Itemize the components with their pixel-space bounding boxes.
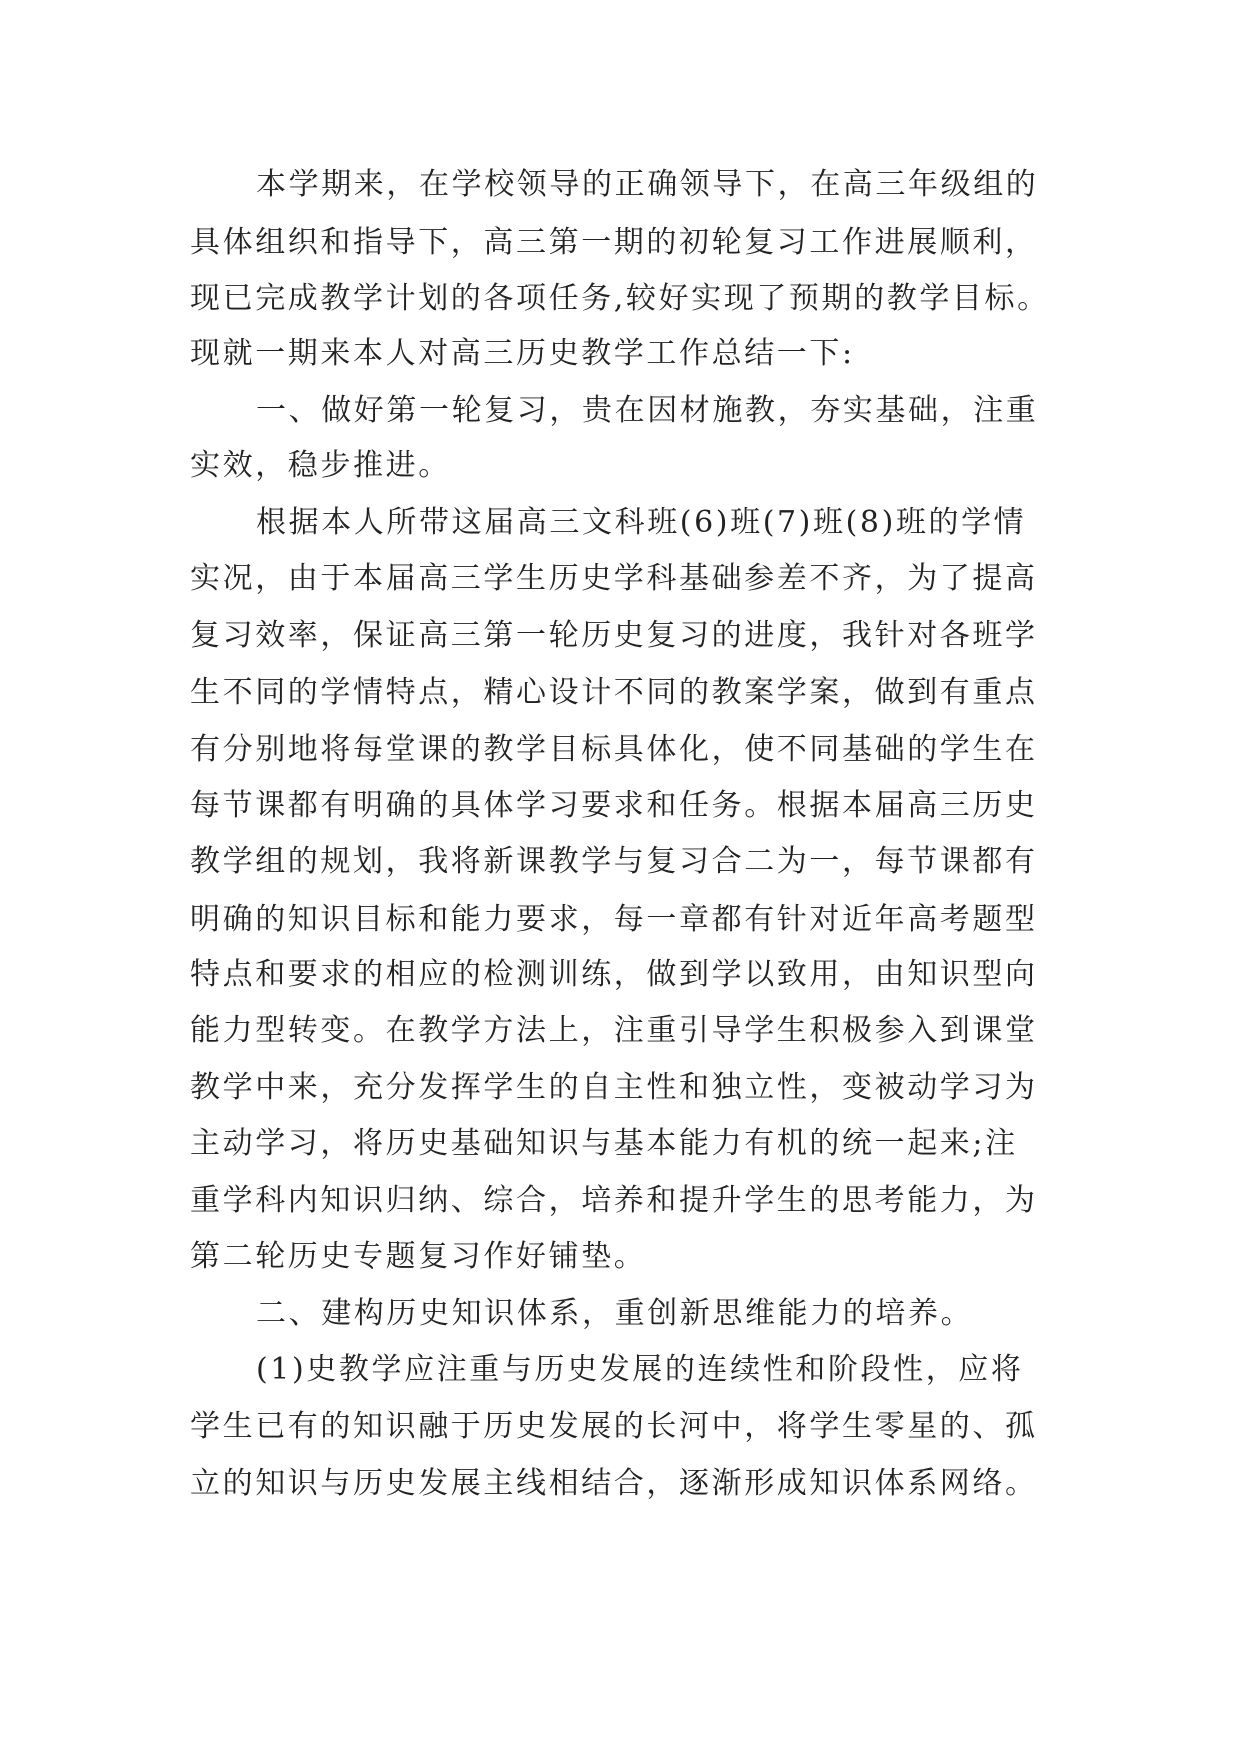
document-body (190, 0, 1090, 1754)
text-line: 一、做好第一轮复习，贵在因材施教，夯实基础，注重 (256, 393, 1039, 428)
text-line: 有分别地将每堂课的教学目标具体化，使不同基础的学生在 (190, 732, 1038, 767)
text-line: 实况，由于本届高三学生历史学科基础参差不齐，为了提高 (190, 561, 1038, 596)
text-line: 生不同的学情特点，精心设计不同的教案学案，做到有重点 (190, 675, 1038, 710)
text-line: 每节课都有明确的具体学习要求和任务。根据本届高三历史 (190, 788, 1038, 823)
text-line: 现就一期来本人对高三历史教学工作总结一下: (190, 336, 855, 371)
text-line: 教学组的规划，我将新课教学与复习合二为一，每节课都有 (190, 844, 1038, 879)
text-line: (1)史教学应注重与历史发展的连续性和阶段性，应将 (256, 1352, 1024, 1387)
text-line: 重学科内知识归纳、综合，培养和提升学生的思考能力，为 (190, 1183, 1038, 1218)
text-line: 立的知识与历史发展主线相结合，逐渐形成知识体系网络。 (190, 1466, 1038, 1501)
text-line: 教学中来，充分发挥学生的自主性和独立性，变被动学习为 (190, 1070, 1038, 1105)
text-line: 能力型转变。在教学方法上，注重引导学生积极参入到课堂 (190, 1013, 1038, 1048)
text-line: 二、建构历史知识体系，重创新思维能力的培养。 (256, 1296, 974, 1331)
text-line: 学生已有的知识融于历史发展的长河中，将学生零星的、孤 (190, 1409, 1038, 1444)
text-line: 实效，稳步推进。 (190, 448, 451, 483)
text-line: 特点和要求的相应的检测训练，做到学以致用，由知识型向 (190, 957, 1038, 992)
text-line: 具体组织和指导下，高三第一期的初轮复习工作进展顺利， (190, 225, 1038, 260)
text-line: 明确的知识目标和能力要求，每一章都有针对近年高考题型 (190, 902, 1038, 937)
text-line: 主动学习，将历史基础知识与基本能力有机的统一起来;注 (190, 1126, 1018, 1161)
text-line: 现已完成教学计划的各项任务,较好实现了预期的教学目标。 (190, 281, 1050, 316)
text-line: 本学期来，在学校领导的正确领导下，在高三年级组的 (256, 167, 1039, 202)
text-line: 第二轮历史专题复习作好铺垫。 (190, 1239, 647, 1274)
text-line: 根据本人所带这届高三文科班(6)班(7)班(8)班的学情 (256, 505, 1027, 540)
text-line: 复习效率，保证高三第一轮历史复习的进度，我针对各班学 (190, 618, 1038, 653)
